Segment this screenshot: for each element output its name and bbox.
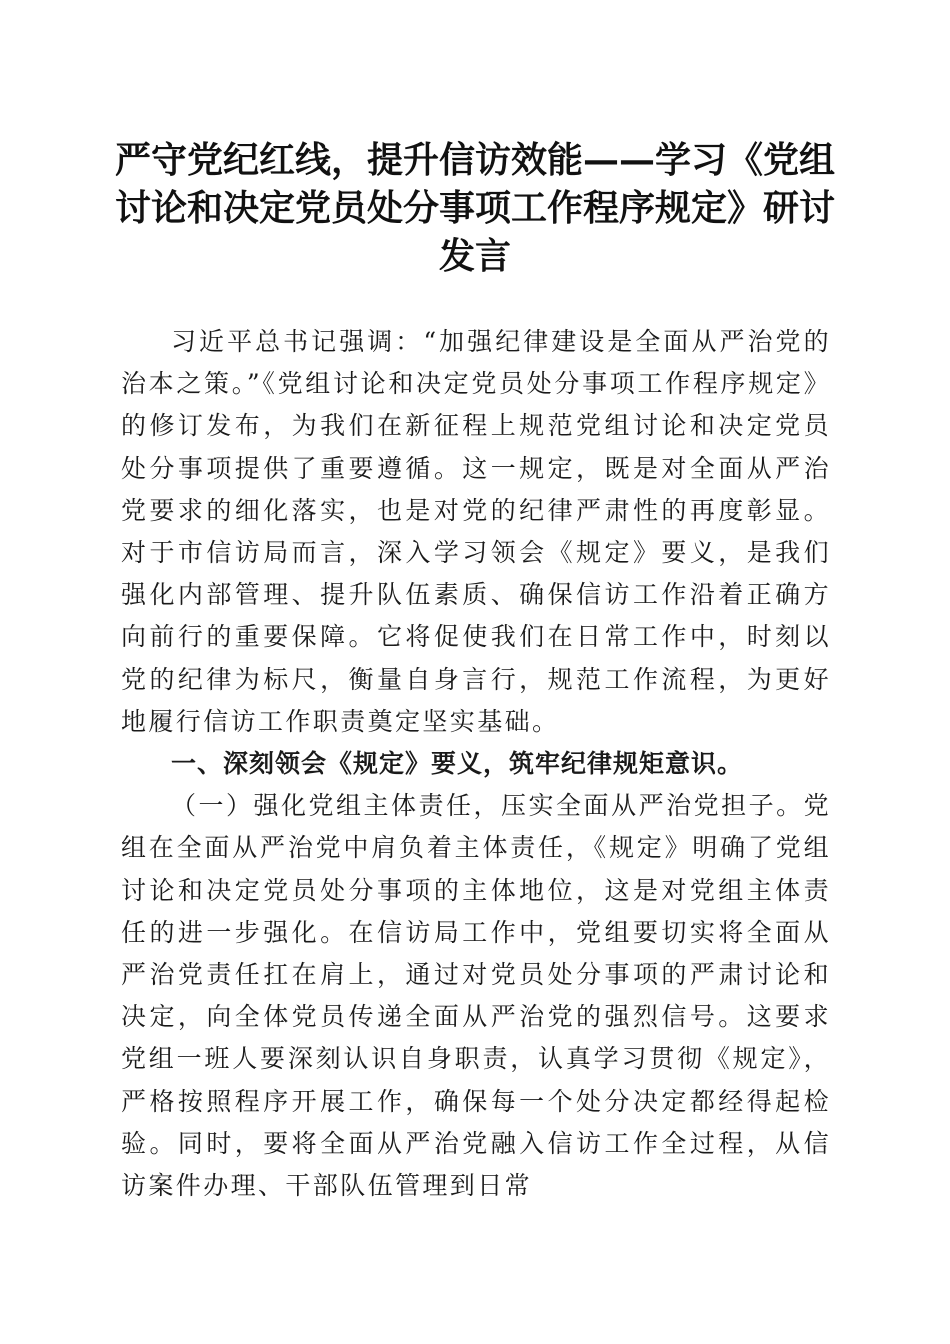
intro-paragraph: 习近平总书记强调：“加强纪律建设是全面从严治党的治本之策。”《党组讨论和决定党员处分事项工作程序规定》的修订发布，为我们在新征程上规范党组讨论和决定党员处分事项提供了重要遵循。这一规定，既是对全面从严治党要求的细化落实，也是对党的纪律严肃性的再度彰显。对于市信访局而言，深入学习领会《规定》要义，是我们强化内部管理、提升队伍素质、确保信访工作沿着正确方向前行的重要保障。它将促使我们在日常工作中，时刻以党的纪律为标尺，衡量自身言行，规范工作流程，为更好地履行信访工作职责奠定坚实基础。 — [121, 327, 831, 736]
section-1-1-paragraph: （一）强化党组主体责任，压实全面从严治党担子。党组在全面从严治党中肩负着主体责任，《规定》明确了党组讨论和决定党员处分事项的主体地位，这是对党组主体责任的进一步强化。在信访局工作中，党组要切实将全面从严治党责任扛在肩上，通过对党员处分事项的严肃讨论和决定，向全体党员传递全面从严治党的强烈信号。这要求党组一班人要深刻认识自身职责，认真学习贯彻《规定》，严格按照程序开展工作，确保每一个处分决定都经得起检验。同时，要将全面从严治党融入信访工作全过程，从信访案件办理、干部队伍管理到日常 — [121, 791, 831, 1201]
document-title: 严守党纪红线，提升信访效能——学习《党组讨论和决定党员处分事项工作程序规定》研讨发言 — [114, 139, 835, 277]
section-1-heading: 一、深刻领会《规定》要义，筑牢纪律规矩意识。 — [171, 749, 744, 779]
document-body — [121, 321, 831, 1207]
